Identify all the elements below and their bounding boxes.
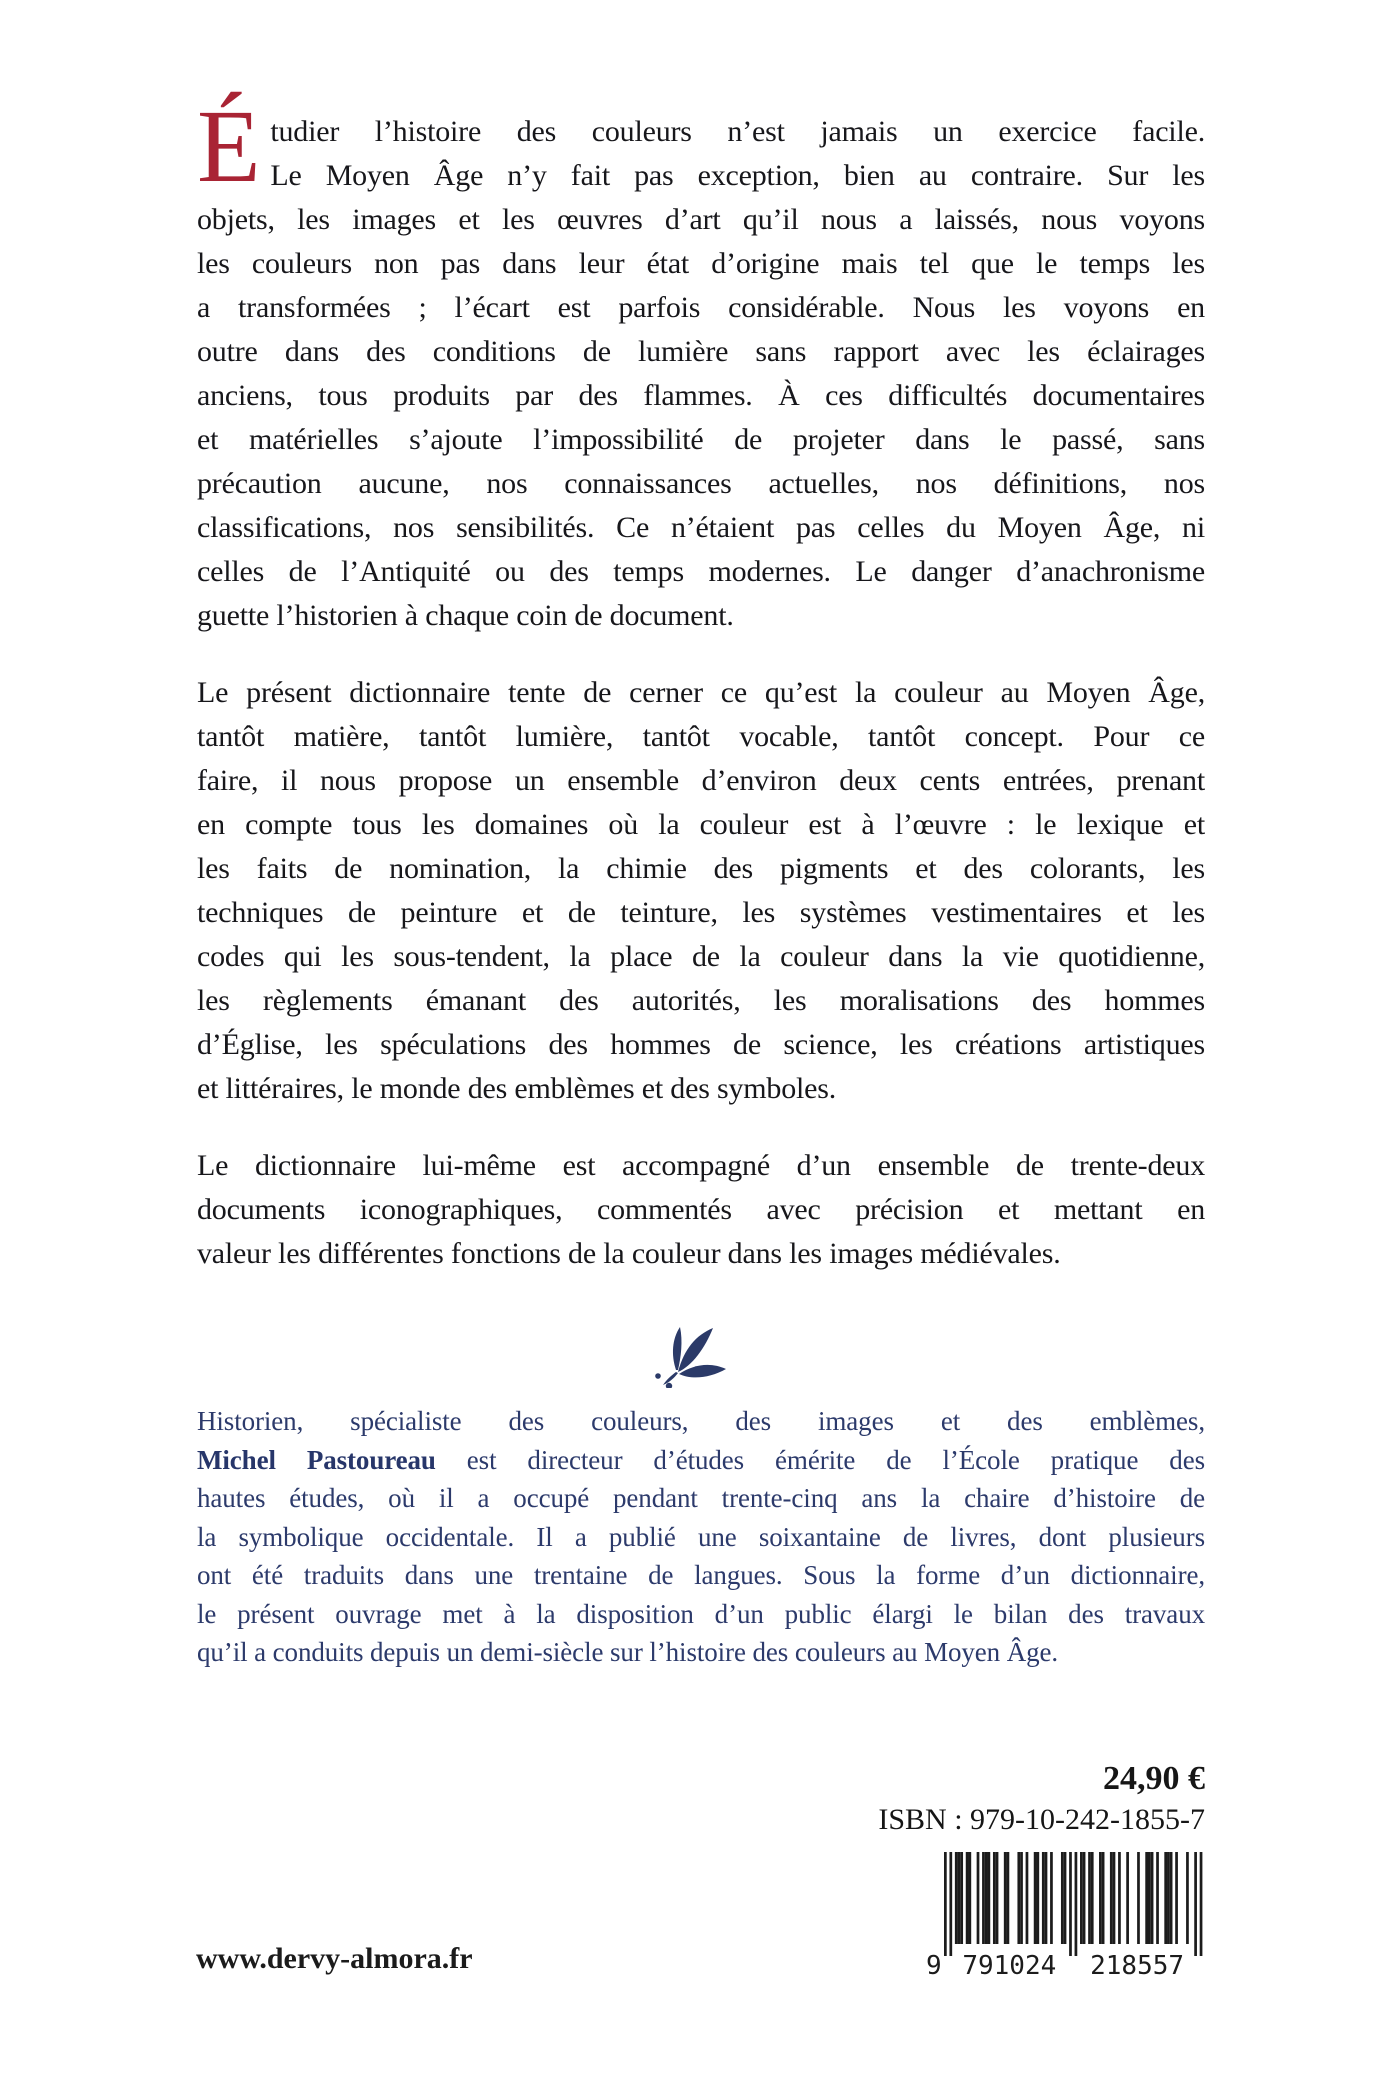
- text-line: Le Moyen Âge n’y fait pas exception, bien au contraire. Sur les: [270, 159, 1205, 192]
- pricing-block: [878, 1760, 1205, 1838]
- text-line: Le présent dictionnaire tente de cerner ce qu’est la couleur au Moyen Âge,: [197, 676, 1205, 709]
- author-bio: [197, 1402, 1205, 1672]
- svg-text:791024: 791024: [962, 1951, 1057, 1978]
- synopsis-paragraph-2: [197, 671, 1205, 1111]
- price: 24,90 €: [1103, 1760, 1205, 1797]
- text-line: documents iconographiques, commentés avec précision et mettant en: [197, 1193, 1205, 1226]
- text-line: guette l’historien à chaque coin de document.: [197, 599, 734, 632]
- text-line: techniques de peinture et de teinture, les systèmes vestimentaires et les: [197, 896, 1205, 929]
- text-line: hautes études, où il a occupé pendant trente-cinq ans la chaire d’histoire de: [197, 1483, 1205, 1513]
- text-line: les couleurs non pas dans leur état d’origine mais tel que le temps les: [197, 247, 1205, 280]
- text-line: en compte tous les domaines où la couleur est à l’œuvre : le lexique et: [197, 808, 1205, 841]
- dropcap-letter: É: [197, 89, 261, 204]
- text-line: d’Église, les spéculations des hommes de science, les créations artistiques: [197, 1028, 1205, 1061]
- text-line: et littéraires, le monde des emblèmes et des symboles.: [197, 1072, 837, 1105]
- text-line: et matérielles s’ajoute l’impossibilité de projeter dans le passé, sans: [197, 423, 1205, 456]
- text-line: celles de l’Antiquité ou des temps modernes. Le danger d’anachronisme: [197, 555, 1205, 588]
- synopsis-block: [197, 89, 1205, 1276]
- publisher-url: www.dervy-almora.fr: [196, 1942, 473, 1975]
- synopsis-paragraph-1-lines: [197, 89, 1205, 638]
- text-line: le présent ouvrage met à la disposition d’un public élargi le bilan des travaux: [197, 1598, 1205, 1629]
- text-line: outre dans des conditions de lumière sans rapport avec les éclairages: [197, 335, 1205, 368]
- text-line: Historien, spécialiste des couleurs, des images et des emblèmes,: [197, 1406, 1205, 1436]
- text-line: codes qui les sous-tendent, la place de la couleur dans la vie quotidienne,: [197, 940, 1205, 973]
- text-line: valeur les différentes fonctions de la couleur dans les images médiévales.: [197, 1237, 1061, 1270]
- text-line: classifications, nos sensibilités. Ce n’étaient pas celles du Moyen Âge, ni: [197, 511, 1205, 544]
- leaf-sprig-icon: [648, 1324, 738, 1388]
- synopsis-paragraph-3: [197, 1144, 1205, 1276]
- text-line: Le dictionnaire lui-même est accompagné d’un ensemble de trente-deux: [197, 1149, 1205, 1182]
- text-line: tantôt matière, tantôt lumière, tantôt vocable, tantôt concept. Pour ce: [197, 720, 1205, 753]
- text-line: a transformées ; l’écart est parfois considérable. Nous les voyons en: [197, 291, 1205, 324]
- text-line: ont été traduits dans une trentaine de langues. Sous la forme d’un dictionnaire,: [197, 1560, 1205, 1590]
- text-line: Michel Pastoureau est directeur d’études émérite de l’École pratique des: [197, 1444, 1205, 1475]
- text-line: objets, les images et les œuvres d’art qu’il nous a laissés, nous voyons: [197, 203, 1205, 236]
- text-line: la symbolique occidentale. Il a publié une soixantaine de livres, dont plusieurs: [197, 1521, 1205, 1552]
- svg-text:218557: 218557: [1090, 1951, 1185, 1978]
- text-line: faire, il nous propose un ensemble d’environ deux cents entrées, prenant: [197, 764, 1205, 797]
- text-line: précaution aucune, nos connaissances actuelles, nos définitions, nos: [197, 467, 1205, 500]
- svg-text:9: 9: [926, 1951, 942, 1978]
- synopsis-paragraph-1: [197, 89, 1205, 638]
- text-line: tudier l’histoire des couleurs n’est jamais un exercice facile.: [270, 115, 1205, 148]
- text-line: les faits de nomination, la chimie des pigments et des colorants, les: [197, 852, 1205, 885]
- text-line: qu’il a conduits depuis un demi-siècle sur l’histoire des couleurs au Moyen Âge.: [197, 1637, 1059, 1667]
- isbn-label: ISBN : 979-10-242-1855-7: [878, 1803, 1205, 1836]
- ean13-barcode: [918, 1852, 1208, 1978]
- text-line: les règlements émanant des autorités, les moralisations des hommes: [197, 984, 1205, 1017]
- text-line: anciens, tous produits par des flammes. À ces difficultés documentaires: [197, 379, 1205, 412]
